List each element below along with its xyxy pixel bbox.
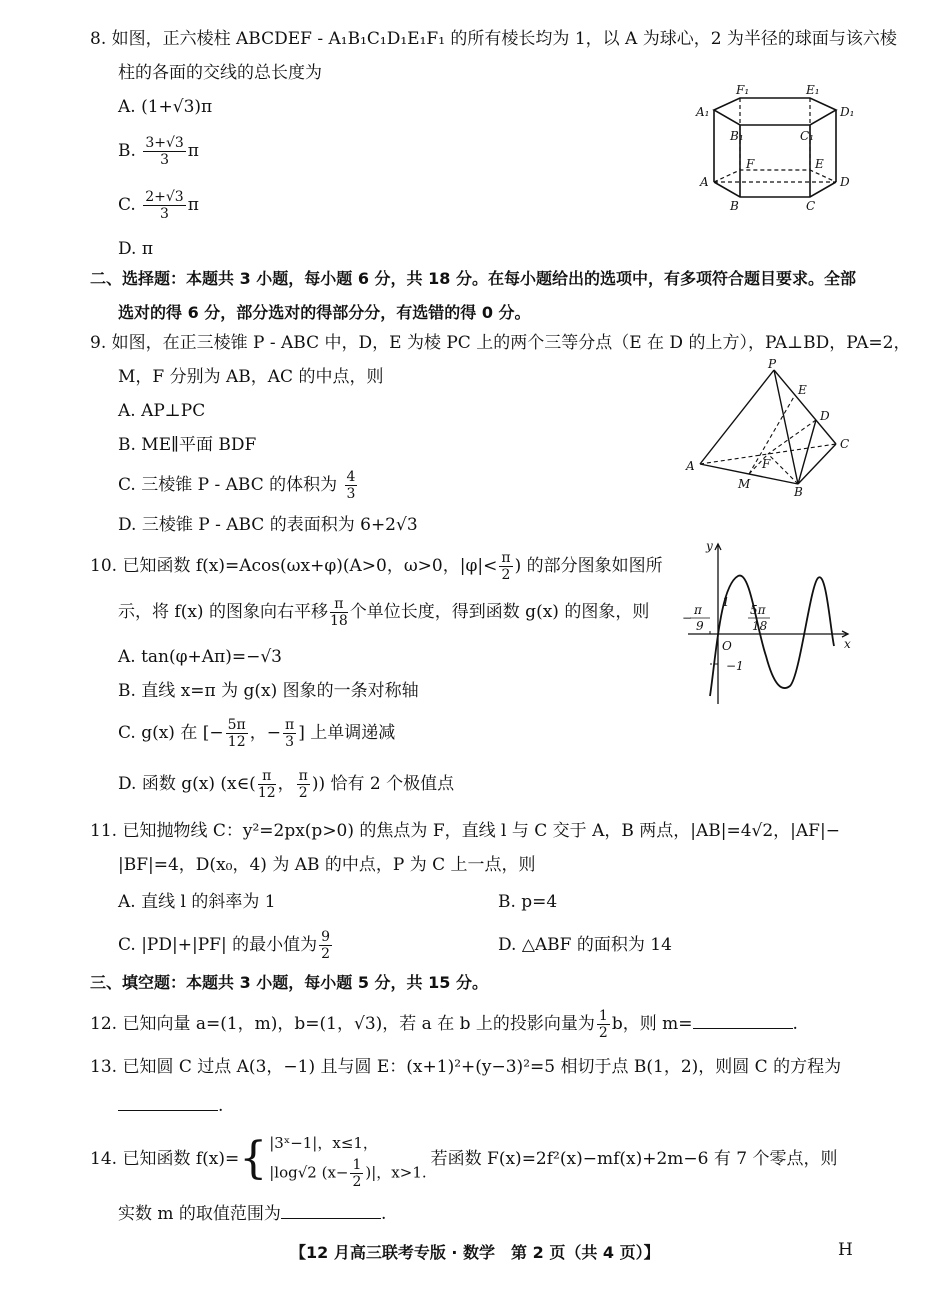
q14-case2-post: )|，x>1.	[365, 1163, 427, 1181]
q10-d-frac1	[258, 768, 276, 801]
q12-num: 1	[598, 1008, 608, 1024]
q8-line2: 柱的各面的交线的总长度为	[118, 63, 322, 83]
q14-end: .	[380, 1204, 387, 1224]
q12-pre: 12. 已知向量 a=(1，m)，b=(1，√3)，若 a 在 b 上的投影向量为	[90, 1014, 595, 1034]
q14-line2-text: 实数 m 的取值范围为	[118, 1204, 281, 1224]
pyramid-figure	[680, 358, 860, 498]
q8-c-den: 3	[159, 206, 169, 222]
q10-line2-fraction	[330, 596, 348, 629]
label-e: E	[815, 157, 824, 171]
tick-pos-den: 18	[752, 619, 768, 633]
q9-option-b: B. ME∥平面 BDF	[118, 435, 257, 455]
q14-answer-blank[interactable]	[281, 1204, 381, 1219]
q10-d-n1: π	[258, 768, 276, 785]
q12-fraction	[597, 1008, 610, 1041]
q10-c-n2: π	[285, 717, 295, 733]
q8-option-d: D. π	[118, 239, 154, 259]
origin-label: O	[722, 639, 732, 653]
q10-d-frac2	[297, 768, 310, 801]
q14-case1: |3ˣ−1|，x≤1，	[269, 1133, 378, 1152]
q13-answer-blank[interactable]	[118, 1096, 218, 1111]
q10-option-b: B. 直线 x=π 为 g(x) 图象的一条对称轴	[118, 681, 419, 701]
label-b: B	[794, 485, 803, 498]
q10-c-d1: 12	[227, 734, 246, 750]
tick-neg-num: π	[694, 603, 702, 617]
q11-option-b: B. p=4	[498, 892, 558, 912]
q10-l1-den: 2	[501, 567, 511, 583]
q11-line1: 11. 已知抛物线 C：y²=2px(p>0) 的焦点为 F，直线 l 与 C 交于 A，B 两点，|AB|=4√2，|AF|−	[90, 821, 840, 841]
label-e: E	[798, 383, 807, 397]
hexagonal-prism-figure	[690, 80, 860, 220]
q10-line1-post: ) 的部分图象如图所	[514, 556, 663, 576]
label-a: A	[686, 459, 695, 473]
q10-c-n1: 5π	[227, 717, 246, 733]
segment-df	[768, 420, 816, 454]
q9-option-c-fraction	[345, 469, 358, 502]
q11-c-den: 2	[321, 946, 330, 962]
sec3-line1: 三、填空题：本题共 3 小题，每小题 5 分，共 15 分。	[90, 973, 488, 992]
cosine-graph	[680, 536, 860, 708]
q11-c-fraction	[319, 929, 332, 962]
q14-cases	[269, 1129, 426, 1190]
edge-pc	[774, 370, 836, 444]
q10-l1-num: π	[501, 550, 511, 566]
q10-c-d2: 3	[285, 734, 295, 750]
q8-b-tail: π	[187, 141, 199, 161]
q9-c-num: 4	[346, 469, 356, 485]
label-m: M	[738, 477, 751, 491]
y-axis-label: y	[706, 539, 713, 553]
q10-line1-pre: 10. 已知函数 f(x)=Acos(ωx+φ)(A>0，ω>0，|φ|<	[90, 556, 498, 576]
q12-den: 2	[598, 1025, 608, 1041]
q9-c-den: 3	[346, 486, 356, 502]
label-d1: D₁	[840, 105, 855, 119]
q8-option-b-fraction	[143, 135, 185, 168]
q14-line2	[90, 1192, 860, 1236]
q9-option-c-text: C. 三棱锥 P - ABC 的体积为	[118, 475, 338, 495]
q13-line1: 13. 已知圆 C 过点 A(3，−1) 且与圆 E：(x+1)²+(y−3)²=5 相切于点 B(1，2)，则圆 C 的方程为	[90, 1057, 842, 1077]
q11-c-num: 9	[321, 929, 330, 945]
label-c: C	[806, 199, 816, 213]
one-label: 1	[722, 595, 730, 609]
q10-l2-den: 18	[329, 613, 348, 629]
q11-line2: |BF|=4，D(x₀，4) 为 AB 的中点，P 为 C 上一点，则	[118, 855, 536, 875]
q10-c-mid: ，−	[249, 723, 281, 743]
q10-d-d1: 12	[257, 785, 276, 801]
tick-neg-den: 9	[696, 619, 704, 633]
q9-line2: M，F 分别为 AB，AC 的中点，则	[118, 367, 384, 387]
q8-b-den: 3	[160, 152, 169, 168]
q14-case2-pre: |log√2 (x−	[269, 1163, 349, 1181]
q11-c-pre: C. |PD|+|PF| 的最小值为	[118, 935, 318, 955]
q8-line1: 8. 如图，正六棱柱 ABCDEF - A₁B₁C₁D₁E₁F₁ 的所有棱长均为 1，以 A 为球心，2 为半径的球面与该六棱	[90, 29, 897, 49]
label-d: D	[820, 409, 830, 423]
neg-one-label: −1	[726, 659, 744, 673]
prism-bottom-front	[714, 182, 836, 197]
page-footer: 【12 月高三联考专版 · 数学 第 2 页（共 4 页）】	[290, 1243, 660, 1262]
label-b1: B₁	[730, 129, 744, 143]
x-axis-label: x	[844, 637, 851, 651]
q11-row-cd	[90, 922, 860, 968]
label-a: A	[700, 175, 709, 189]
q8-option-b-label: B.	[118, 141, 136, 161]
tick-pos-num: 5π	[750, 603, 766, 617]
q8-option-a: A. (1+√3)π	[118, 97, 213, 117]
q10-d-mid: ，	[277, 774, 295, 794]
q14-case2-fraction	[350, 1157, 363, 1190]
q14-post: 若函数 F(x)=2f²(x)−mf(x)+2m−6 有 7 个零点，则	[430, 1149, 838, 1169]
tick-neg-minus: −	[682, 611, 693, 625]
sec2-line1: 二、选择题：本题共 3 小题，每小题 6 分，共 18 分。在每小题给出的选项中，有多项符合题目要求。全部	[90, 269, 856, 288]
q11-option-a: A. 直线 l 的斜率为 1	[118, 892, 276, 912]
section-3-header	[90, 966, 860, 1000]
label-d: D	[840, 175, 850, 189]
section-2-header	[90, 262, 860, 330]
edge-pa	[700, 370, 774, 464]
q14-line1	[90, 1126, 860, 1192]
label-a1: A₁	[696, 105, 710, 119]
q10-option-c	[90, 708, 860, 758]
q12-post: b，则 m=	[611, 1014, 693, 1034]
q10-c-frac2	[283, 717, 296, 750]
question-14	[90, 1126, 860, 1236]
label-f1: F₁	[736, 83, 750, 97]
q10-c-pre: C. g(x) 在 [−	[118, 723, 224, 743]
q12-end: .	[792, 1014, 798, 1034]
q13-line2	[90, 1084, 860, 1128]
label-f: F	[762, 457, 771, 471]
label-c1: C₁	[800, 129, 814, 143]
q10-l2-num: π	[330, 596, 348, 613]
q8-c-tail: π	[187, 195, 199, 215]
q10-option-a: A. tan(φ+Aπ)=−√3	[118, 647, 282, 667]
label-c: C	[840, 437, 850, 451]
q14-brace: {	[239, 1133, 268, 1184]
label-e1: E₁	[806, 83, 820, 97]
label-p: P	[768, 358, 777, 371]
question-11	[90, 814, 860, 968]
q11-option-d: D. △ABF 的面积为 14	[498, 935, 672, 955]
q10-d-n2: π	[298, 768, 308, 784]
question-12	[90, 1002, 860, 1046]
label-f: F	[746, 157, 755, 171]
q14-case2	[269, 1157, 426, 1190]
q10-option-d	[90, 758, 860, 810]
q10-line2-pre: 示，将 f(x) 的图象向右平移	[118, 602, 328, 622]
q13-end: .	[218, 1096, 224, 1116]
q14-case2-den: 2	[352, 1173, 362, 1190]
q14-case2-num: 1	[352, 1156, 362, 1173]
sec2-line2: 选对的得 6 分，部分选对的得部分分，有选错的得 0 分。	[118, 303, 531, 322]
q8-option-c-label: C.	[118, 195, 136, 215]
q12-line	[90, 1002, 860, 1046]
q8-c-num: 2+√3	[145, 189, 184, 205]
q10-d-d2: 2	[298, 785, 308, 801]
prism-bottom-back	[714, 170, 836, 182]
q10-d-pre: D. 函数 g(x) (x∈(	[118, 774, 256, 794]
q8-option-c-fraction	[143, 189, 185, 222]
label-b: B	[730, 199, 739, 213]
q10-c-frac1	[226, 717, 248, 750]
q9-option-d: D. 三棱锥 P - ABC 的表面积为 6+2√3	[118, 515, 418, 535]
version-mark: H	[838, 1240, 853, 1260]
q10-d-post: )) 恰有 2 个极值点	[311, 774, 455, 794]
cosine-curve	[710, 576, 834, 696]
q10-line2-post: 个单位长度，得到函数 g(x) 的图象，则	[349, 602, 650, 622]
q9-line1: 9. 如图，在正三棱锥 P - ABC 中，D，E 为棱 PC 上的两个三等分点（E 在 D 的上方），PA⊥BD，PA=2，	[90, 333, 911, 353]
q12-answer-blank[interactable]	[693, 1014, 793, 1029]
q11-option-c	[118, 922, 498, 968]
prism-top-face	[714, 98, 836, 125]
q9-option-a: A. AP⊥PC	[118, 401, 206, 421]
edge-pb	[774, 370, 798, 484]
q11-row-ab	[90, 882, 860, 922]
question-13	[90, 1050, 860, 1128]
q10-c-post: ] 上单调递减	[298, 723, 396, 743]
q8-b-num: 3+√3	[145, 135, 184, 151]
q14-pre: 14. 已知函数 f(x)=	[90, 1149, 240, 1169]
q10-line1-fraction	[499, 550, 512, 583]
